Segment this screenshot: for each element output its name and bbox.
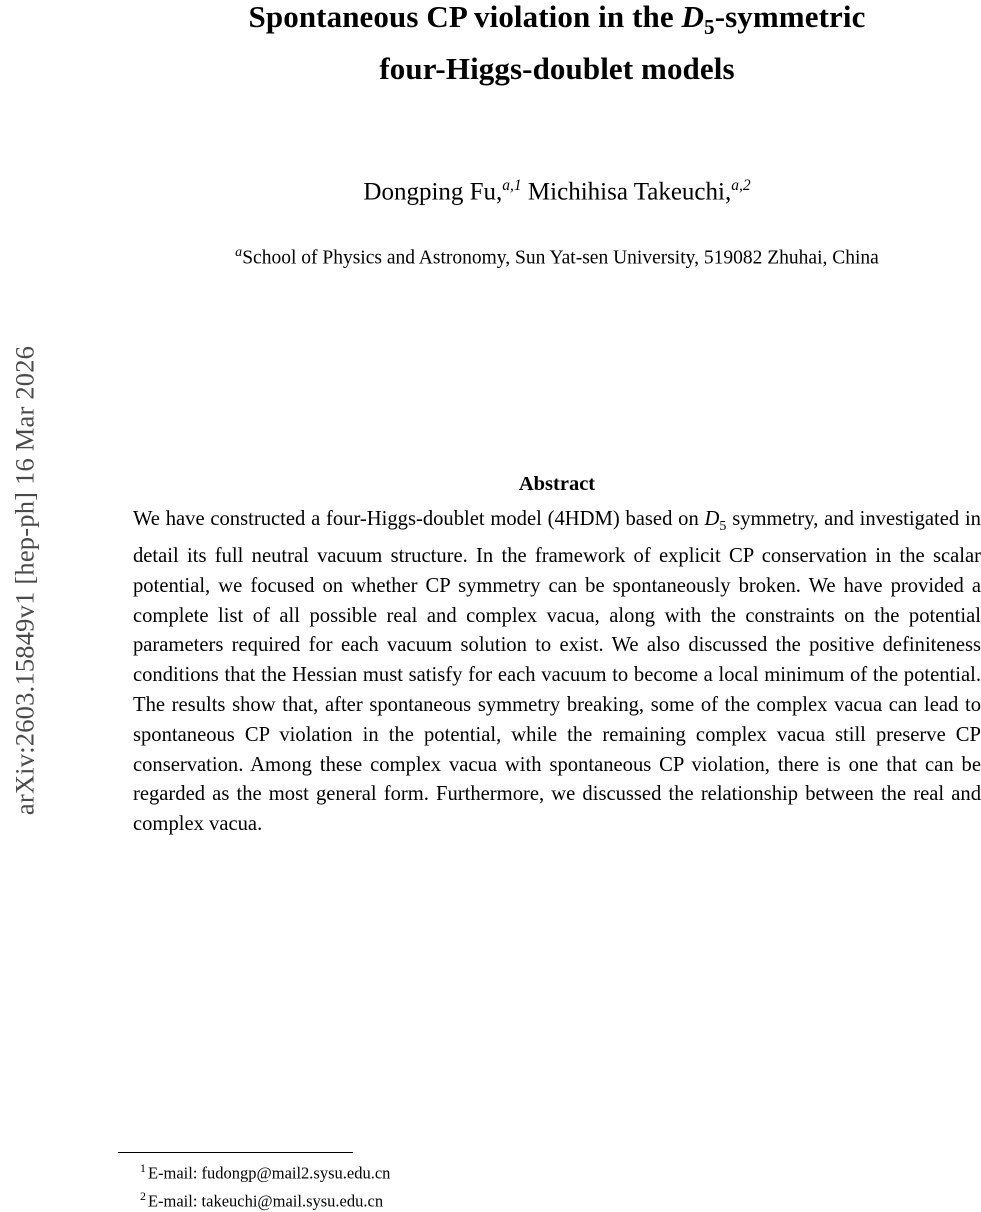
affiliation-marker: a (235, 244, 242, 260)
footnote-item (140, 1185, 840, 1212)
title-line1-pre: Spontaneous CP violation in the (249, 0, 682, 34)
affiliation (133, 244, 981, 270)
author-two: Michihisa Takeuchi, (528, 179, 731, 206)
footnote-text-1: E-mail: fudongp@mail2.sysu.edu.cn (148, 1164, 391, 1183)
author-one: Dongping Fu, (363, 179, 502, 206)
footnote-marker-1: 1 (140, 1161, 146, 1175)
title-symbol-subscript: 5 (704, 15, 715, 39)
footnote-item (140, 1157, 840, 1185)
title-symbol-D: D (682, 0, 705, 34)
footnote-list (140, 1157, 840, 1212)
abstract-body (133, 505, 981, 840)
paper-content (133, 0, 981, 840)
author-one-affiliation-marker: a,1 (502, 177, 521, 194)
abstract-part-one: We have constructed a four-Higgs-doublet model (4HDM) based on (133, 508, 705, 530)
abstract-part-two: symmetry, and investigated in detail its full neutral vacuum structure. In the framework of explicit CP conservation in the scalar potential, we focused on whether CP symmetry can be spontaneously broken. We have provided a complete list of all possible real and complex vacua, along with the constraints on the potential parameters required for each vacuum solution to exist. We also discussed the positive definiteness conditions that the Hessian must satisfy for each vacuum to become a local minimum of the potential. The results show that, after spontaneous symmetry breaking, some of the complex vacua can lead to spontaneous CP violation in the potential, while the remaining complex vacua still preserve CP conservation. Among these complex vacua with spontaneous CP violation, there is one that can be regarded as the most general form. Furthermore, we discussed the relationship between the real and complex vacua. (133, 508, 981, 835)
footnote-text-2: E-mail: takeuchi@mail.sysu.edu.cn (148, 1191, 383, 1210)
author-list (133, 177, 981, 206)
footnote-divider (118, 1152, 353, 1153)
page-title (133, 0, 981, 89)
footnote-marker-2: 2 (140, 1189, 146, 1203)
title-line2: four-Higgs-doublet models (379, 51, 734, 86)
title-line1-post: -symmetric (715, 0, 866, 34)
abstract-heading: Abstract (133, 473, 981, 496)
abstract-symbol-subscript: 5 (719, 519, 726, 534)
affiliation-text: School of Physics and Astronomy, Sun Yat-sen University, 519082 Zhuhai, China (242, 247, 879, 268)
arxiv-identifier-stamp: arXiv:2603.15849v1 [hep-ph] 16 Mar 2026 (10, 186, 41, 976)
abstract-symbol-D: D (705, 508, 720, 530)
author-two-affiliation-marker: a,2 (731, 177, 750, 194)
